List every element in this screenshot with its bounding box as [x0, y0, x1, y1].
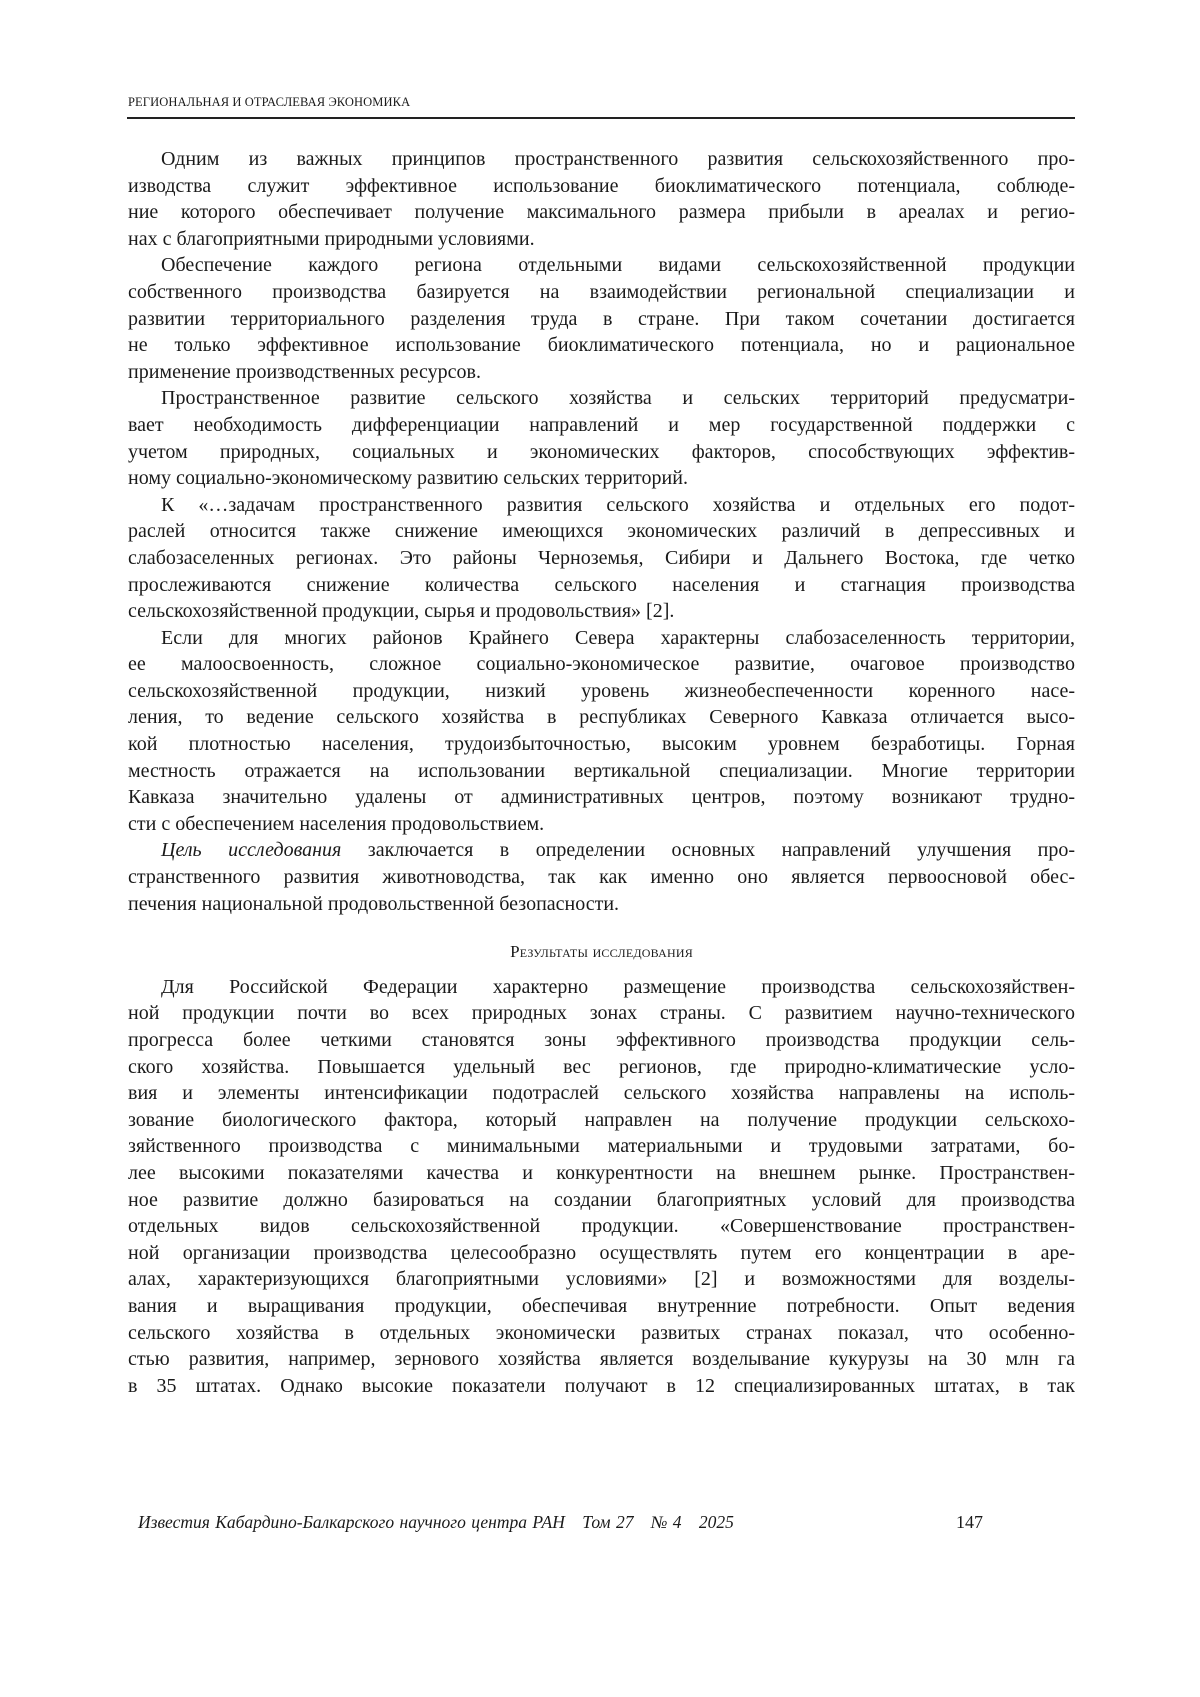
- text-line: вает необходимость дифференциации направлений и мер государственной поддержки с: [128, 413, 1075, 436]
- text-line: нах с благоприятными природными условиями.: [128, 227, 535, 250]
- text-line: Обеспечение каждого региона отдельными видами сельскохозяйственной продукции: [161, 254, 1075, 277]
- text-line: ние которого обеспечивает получение максимального размера прибыли в ареалах и регио-: [128, 201, 1075, 224]
- text-line: вия и элементы интенсификации подотраслей сельского хозяйства направлены на исполь-: [128, 1082, 1075, 1105]
- text-line: Для Российской Федерации характерно размещение производства сельскохозяйствен-: [161, 975, 1075, 998]
- italic-lead: Цель исследования: [161, 839, 342, 862]
- text-line: прослеживаются снижение количества сельского населения и стагнация производства: [128, 573, 1075, 596]
- text-line: прогресса более четкими становятся зоны эффективного производства продукции сель-: [128, 1029, 1075, 1051]
- paragraph: [128, 146, 1075, 252]
- issue: № 4: [650, 1512, 682, 1532]
- text-line: ному социально-экономическому развитию сельских территорий.: [128, 467, 688, 490]
- text-line: применение производственных ресурсов.: [128, 360, 481, 383]
- text-line: печения национальной продовольственной безопасности.: [128, 892, 620, 915]
- text-line: Пространственное развитие сельского хозяйства и сельских территорий предусматри-: [161, 387, 1075, 410]
- text-line: слабозаселенных регионах. Это районы Черноземья, Сибири и Дальнего Востока, где четко: [128, 546, 1075, 569]
- text-line: лее высокими показателями качества и конкурентности на внешнем рынке. Пространствен-: [128, 1161, 1075, 1184]
- section-heading: Результаты исследования: [510, 942, 693, 962]
- text-line: зяйственного производства с минимальными материальными и трудовыми затратами, бо-: [128, 1135, 1075, 1158]
- line-text: заключается в определении основных направлений улучшения про-: [341, 839, 1075, 862]
- header-rule: [127, 117, 1075, 119]
- text-line: развитии территориального разделения труда в стране. При таком сочетании достигается: [128, 307, 1075, 330]
- text-line: местность отражается на использовании вертикальной специализации. Многие территории: [128, 759, 1075, 782]
- text-line: Если для многих районов Крайнего Севера характерны слабозаселенность территории,: [161, 626, 1075, 649]
- text-line: зование биологического фактора, который направлен на получение продукции сельскохо-: [128, 1108, 1075, 1131]
- text-line: сельскохозяйственной продукции, сырья и продовольствия» [2].: [128, 600, 675, 623]
- paragraph: [128, 385, 1075, 491]
- paragraph: [128, 837, 1075, 917]
- text-line: сти с обеспечением населения продовольствием.: [128, 812, 545, 835]
- text-line: не только эффективное использование биоклиматического потенциала, но и рациональное: [128, 334, 1075, 357]
- text-line: К «…задачам пространственного развития сельского хозяйства и отдельных его подот-: [161, 493, 1075, 516]
- text-line: сельского хозяйства в отдельных экономически развитых странах показал, что особенно-: [128, 1321, 1075, 1344]
- text-line: стью развития, например, зернового хозяйства является возделывание кукурузы на 30 млн га: [128, 1348, 1075, 1371]
- text-line: ной продукции почти во всех природных зонах страны. С развитием научно-технического: [128, 1002, 1075, 1025]
- text-line: ной организации производства целесообразно осуществлять путем его концентрации в аре-: [128, 1241, 1075, 1264]
- paragraph: [128, 252, 1075, 385]
- text-line: вания и выращивания продукции, обеспечивая внутренние потребности. Опыт ведения: [128, 1294, 1075, 1317]
- text-line: учетом природных, социальных и экономических факторов, способствующих эффектив-: [128, 440, 1075, 463]
- text-line: алах, характеризующихся благоприятными условиями» [2] и возможностями для возделы-: [128, 1268, 1075, 1291]
- text-line: ее малоосвоенность, сложное социально-экономическое развитие, очаговое производство: [128, 653, 1075, 676]
- text-line: изводства служит эффективное использование биоклиматического потенциала, соблюде-: [128, 174, 1075, 197]
- year: 2025: [698, 1512, 734, 1532]
- paragraph: [128, 492, 1075, 625]
- text-line: [128, 837, 1075, 864]
- paragraph: [128, 625, 1075, 838]
- paragraph: [128, 974, 1075, 1400]
- text-line: сельскохозяйственной продукции, низкий уровень жизнеобеспеченности коренного насе-: [128, 679, 1075, 702]
- page-number: 147: [956, 1512, 983, 1532]
- volume: Том 27: [582, 1512, 634, 1532]
- journal-name: Известия Кабардино-Балкарского научного центра РАН: [138, 1512, 565, 1532]
- text-line: ления, то ведение сельского хозяйства в республиках Северного Кавказа отличается высо-: [128, 706, 1075, 729]
- text-line: в 35 штатах. Однако высокие показатели получают в 12 специализированных штатах, в так: [128, 1374, 1075, 1397]
- running-header: РЕГИОНАЛЬНАЯ И ОТРАСЛЕВАЯ ЭКОНОМИКА: [128, 95, 411, 109]
- text-line: собственного производства базируется на взаимодействии региональной специализации и: [128, 280, 1075, 303]
- text-line: Кавказа значительно удалены от административных центров, поэтому возникают трудно-: [128, 786, 1075, 809]
- text-line: раслей относится также снижение имеющихся экономических различий в депрессивных и: [128, 520, 1075, 543]
- text-line: отдельных видов сельскохозяйственной продукции. «Совершенствование пространствен-: [128, 1215, 1075, 1238]
- journal-footer: [138, 1512, 746, 1533]
- article-body: [128, 146, 1075, 1399]
- text-line: странственного развития животноводства, так как именно оно является первоосновой обес-: [128, 866, 1075, 889]
- text-line: ное развитие должно базироваться на создании благоприятных условий для производства: [128, 1188, 1075, 1211]
- text-line: Одним из важных принципов пространственного развития сельскохозяйственного про-: [161, 148, 1075, 170]
- text-line: кой плотностью населения, трудоизбыточностью, высоким уровнем безработицы. Горная: [128, 733, 1075, 756]
- text-line: ского хозяйства. Повышается удельный вес регионов, где природно-климатические усло-: [128, 1055, 1075, 1078]
